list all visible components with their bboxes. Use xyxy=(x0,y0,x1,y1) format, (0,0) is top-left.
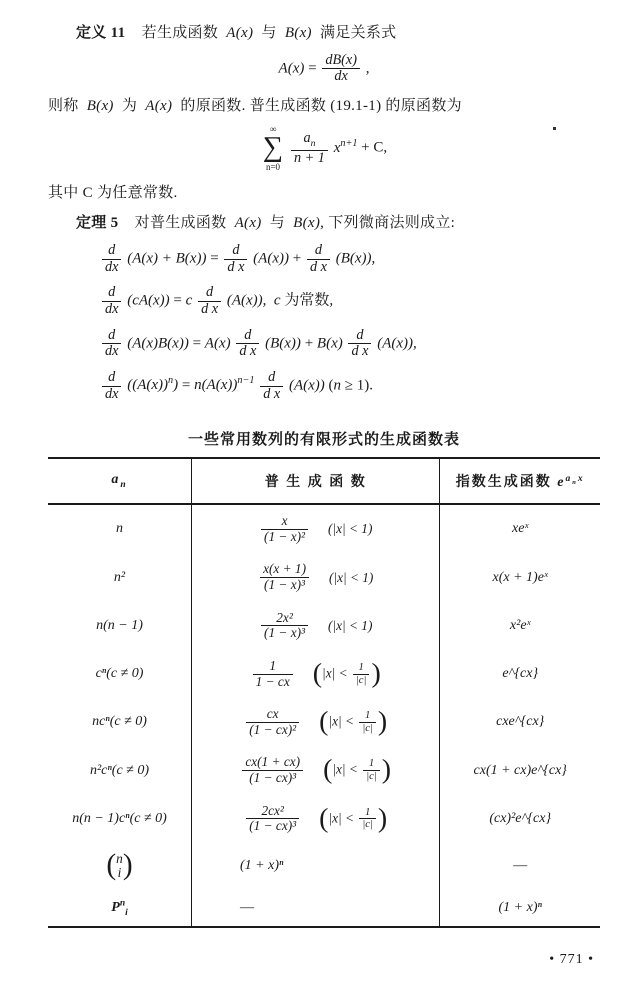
definition-tail: 满足关系式 xyxy=(319,25,397,41)
table-row xyxy=(48,843,600,889)
cell-ogf: $\frac{cx(1 + cx)}{\text{(1 − cx)³}}$ (|x| < $\frac{1}{|c|}$ ) xyxy=(192,746,440,794)
rule1-body: (A(x) + B(x)) xyxy=(127,250,207,267)
rule4-num: d xyxy=(102,370,121,387)
fraction-numerator: dB(x) xyxy=(322,53,360,70)
rule2-num: d xyxy=(102,285,121,302)
definition-fn-a: A(x) xyxy=(226,25,254,41)
theorem-text: 对普生成函数 xyxy=(134,215,227,232)
table-row xyxy=(48,746,600,794)
table-row xyxy=(48,650,600,698)
condition-text: (|x| < $\frac{1}{|c|}$ ) xyxy=(319,802,388,834)
definition-conj: 与 xyxy=(261,25,277,41)
cell-egf: (cx)²e^{cx} xyxy=(489,810,552,826)
cell-ogf: — xyxy=(192,889,440,927)
series-denominator: n + 1 xyxy=(293,149,325,166)
cell-an: n² xyxy=(48,553,192,601)
cell-ogf: $\frac{\text{2x²}}{\text{(1 − x)³}}$ (|x| < 1) xyxy=(192,602,440,650)
antiderivative-paragraph xyxy=(48,95,600,118)
theorem-fn-a: A(x) xyxy=(234,215,262,232)
para2-p2: 为 xyxy=(121,97,138,114)
header-cell-egf: 指数生成函数 $e^{a_nx}$ xyxy=(440,458,600,504)
para2-p1: 则称 xyxy=(48,97,79,114)
definition-label: 定义 11 xyxy=(76,25,126,41)
table-title: 一些常用数列的有限形式的生成函数表 xyxy=(187,432,460,449)
theorem-conj: 与 xyxy=(269,215,286,232)
cell-egf: x²eˣ xyxy=(509,617,531,633)
cell-an: $P^n_i$ xyxy=(48,889,192,927)
equation-equals: = xyxy=(308,60,317,77)
rule3-body: (A(x)B(x)) xyxy=(127,335,189,352)
cell-ogf: $\frac{1}{1 - cx}$ (|x| < $\frac{1}{|c|}$ ) xyxy=(192,650,440,698)
para2-p3: 的原函数. 普生成函数 (19.1-1) 的原函数为 xyxy=(180,97,462,114)
rule-product: $\frac{d}{dx}$ (A(x)B(x)) = A(x) $\frac{d}{\text{d x}}$ (B(x)) + B(x) $\frac{d}{\text{d x}}$ (A(x)), xyxy=(100,328,600,360)
table-row xyxy=(48,889,600,927)
cell-ogf: $\frac{cx}{\text{(1 − cx)²}}$ (|x| < $\frac{1}{|c|}$ ) xyxy=(192,698,440,746)
cell-ogf: (1 + x)ⁿ xyxy=(192,843,440,889)
theorem-paragraph xyxy=(48,212,600,235)
definition-fn-b: B(x) xyxy=(284,25,312,41)
rule4-equals: = xyxy=(181,377,191,394)
table-row xyxy=(48,553,600,601)
cell-an: n(n − 1)cⁿ(c ≠ 0) xyxy=(48,795,192,843)
definition-paragraph xyxy=(48,22,600,45)
cell-an: n²cⁿ(c ≠ 0) xyxy=(48,746,192,794)
d-dx-operator-10: $\frac{d}{\text{d x}}$ xyxy=(260,370,283,402)
equation-comma: , xyxy=(365,60,370,77)
rule3-num: d xyxy=(102,328,121,345)
cell-an: ncⁿ(c ≠ 0) xyxy=(48,698,192,746)
series-equation xyxy=(48,125,600,172)
page-number: • 771 • xyxy=(549,952,594,967)
table-row xyxy=(48,698,600,746)
condition-text: (|x| < $\frac{1}{|c|}$ ) xyxy=(319,706,388,738)
condition-text: (|x| < $\frac{1}{|c|}$ ) xyxy=(312,657,381,689)
d-dx-operator-4 xyxy=(102,285,121,317)
rule-constant: $\frac{d}{dx}$ (cA(x)) = c $\frac{d}{\text{d x}}$ (A(x)), c 为常数, xyxy=(100,285,600,317)
definition-text: 若生成函数 xyxy=(141,25,219,41)
table-row xyxy=(48,504,600,553)
summation-upper-limit: ∞ xyxy=(269,124,277,135)
condition-text: (|x| < $\frac{1}{|c|}$ ) xyxy=(323,754,392,786)
cell-egf: (1 + x)ⁿ xyxy=(440,889,600,927)
series-numerator: $a_n$ xyxy=(291,131,328,151)
generating-function-table xyxy=(48,457,600,928)
equation-lhs: A(x) xyxy=(278,60,305,77)
rule4-den: dx xyxy=(105,385,119,402)
rule2-equals: = xyxy=(173,292,182,309)
cell-egf: x(x + 1)eˣ xyxy=(492,569,548,585)
d-dx-operator-3: $\frac{d}{\text{d x}}$ xyxy=(307,243,330,275)
rule1-equals: = xyxy=(210,250,219,267)
header-cell-ogf: 普 生 成 函 数 xyxy=(192,458,440,504)
rule2-body: (cA(x)) xyxy=(127,292,170,309)
cell-egf: cx(1 + cx)e^{cx} xyxy=(473,762,567,778)
series-variable: $x^{n+1}$ xyxy=(333,138,358,157)
rule1-den: dx xyxy=(105,258,119,275)
rule1-num: d xyxy=(102,243,121,260)
cell-an: cⁿ(c ≠ 0) xyxy=(48,650,192,698)
cell-ogf: $\frac{\text{2cx²}}{\text{(1 − cx)³}}$ (|x| < $\frac{1}{|c|}$ ) xyxy=(192,795,440,843)
cell-ogf: $\frac{x(x + 1)}{\text{(1 − x)³}}$ (|x| < 1) xyxy=(192,553,440,601)
d-dx-operator-2: $\frac{d}{\text{d x}}$ xyxy=(224,243,247,275)
d-dx-operator xyxy=(102,243,121,275)
header-cell-an: $a_n$ xyxy=(48,458,192,504)
table-row xyxy=(48,602,600,650)
d-dx-operator-6 xyxy=(102,328,121,360)
theorem-tail: , 下列微商法则成立: xyxy=(320,215,456,232)
rule3-den: dx xyxy=(105,343,119,360)
constant-note: 其中 C 为任意常数. xyxy=(48,184,178,201)
summation-symbol: ∞ ∑ n=0 xyxy=(262,124,284,172)
d-dx-operator-8: $\frac{d}{\text{d x}}$ xyxy=(348,328,371,360)
d-dx-operator-7: $\frac{d}{\text{d x}}$ xyxy=(236,328,259,360)
cell-egf: — xyxy=(513,857,528,873)
rule-sum: $\frac{d}{dx}$ (A(x) + B(x)) = $\frac{d}{\text{d x}}$ (A(x)) + $\frac{d}{\text{d x}}$ (B(x)), xyxy=(100,243,600,275)
fraction-denominator: dx xyxy=(334,68,348,85)
cell-ogf: $\frac{x}{\text{(1 − x)²}}$ (|x| < 1) xyxy=(192,504,440,553)
theorem-fn-b: B(x) xyxy=(293,215,321,232)
d-dx-operator-9 xyxy=(102,370,121,402)
table-header-row xyxy=(48,458,600,504)
cell-egf: xeˣ xyxy=(512,521,529,537)
derivative-fraction xyxy=(322,53,360,85)
cell-an: n xyxy=(48,504,192,553)
cell-egf: cxe^{cx} xyxy=(496,714,545,730)
stray-ink-mark xyxy=(553,127,556,130)
para2-fn-b: B(x) xyxy=(86,97,114,114)
rule2-den: dx xyxy=(105,300,119,317)
theorem-label: 定理 5 xyxy=(76,215,119,232)
rule4-body: $((A(x))^n)$ xyxy=(127,375,179,394)
para2-fn-a: A(x) xyxy=(145,97,173,114)
d-dx-operator-5: $\frac{d}{\text{d x}}$ xyxy=(198,285,221,317)
coefficient-fraction xyxy=(291,131,328,166)
cell-egf: e^{cx} xyxy=(502,666,539,682)
summation-lower-limit: n=0 xyxy=(265,161,281,172)
definition-equation xyxy=(48,53,600,85)
cell-an: n(n − 1) xyxy=(48,602,192,650)
table-row xyxy=(48,795,600,843)
rule3-equals: = xyxy=(192,335,202,352)
cell-an: ( n i ) xyxy=(48,843,192,889)
series-constant: + C, xyxy=(361,140,388,157)
rule-power: $\frac{d}{dx}$ $((A(x))^n) = n(A(x))^{n-1}$ $\frac{d}{\text{d x}}$ (A(x)) (n ≥ 1). xyxy=(100,370,600,402)
